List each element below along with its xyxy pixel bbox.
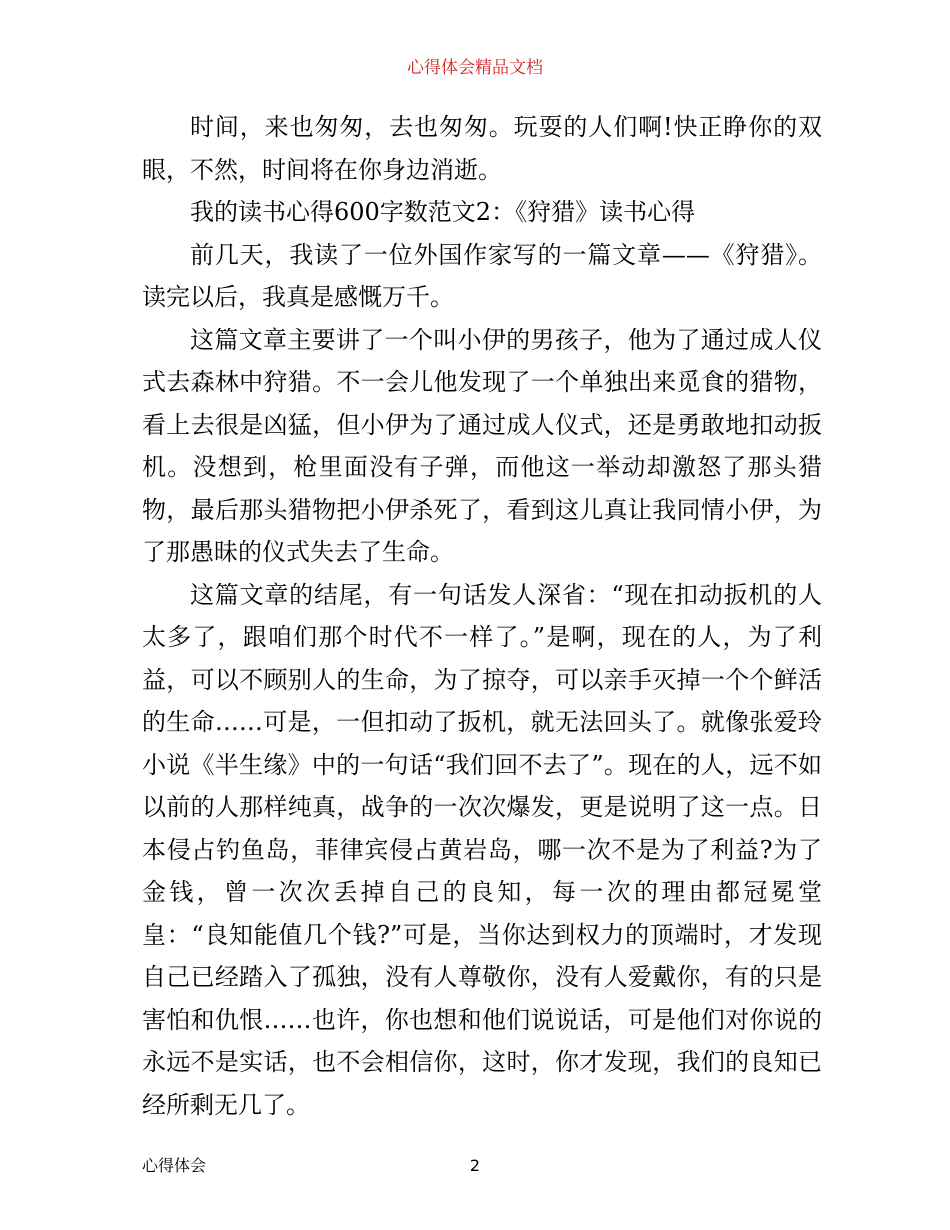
footer-label: 心得体会 [142,1156,207,1175]
paragraph-4: 这篇文章的结尾，有一句话发人深省：“现在扣动扳机的人太多了，跟咱们那个时代不一样了。”是啊，现在的人，为了利益，可以不顾别人的生命，为了掠夺，可以亲手灭掉一个个鲜活的生命……可是，一但扣动了扳机，就无法回头了。就像张爱玲小说《半生缘》中的一句话“我们回不去了”。现在的人，远不如以前的人那样纯真，战争的一次次爆发，更是说明了这一点。日本侵占钓鱼岛，菲律宾侵占黄岩岛，哪一次不是为了利益?为了金钱，曾一次次丢掉自己的良知，每一次的理由都冠冕堂皇：“良知能值几个钱?”可是，当你达到权力的顶端时，才发现自己已经踏入了孤独，没有人尊敬你，没有人爱戴你，有的只是害怕和仇恨……也许，你也想和他们说说话，可是他们对你说的永远不是实话，也不会相信你，这时，你才发现，我们的良知已经所剩无几了。 [142,580,822,1119]
paragraph-1: 时间，来也匆匆，去也匆匆。玩耍的人们啊!快正睁你的双眼，不然，时间将在你身边消逝。 [142,113,822,184]
page-number: 2 [469,1156,481,1175]
paragraph-3: 这篇文章主要讲了一个叫小伊的男孩子，他为了通过成人仪式去森林中狩猎。不一会儿他发现了一个单独出来觅食的猎物，看上去很是凶猛，但小伊为了通过成人仪式，还是勇敢地扣动扳机。没想到，枪里面没有子弹，而他这一举动却激怒了那头猎物，最后那头猎物把小伊杀死了，看到这儿真让我同情小伊，为了那愚昧的仪式失去了生命。 [142,325,822,566]
page-header-title: 心得体会精品文档 [407,58,543,78]
document-body [142,106,822,1126]
paragraph-2: 前几天，我读了一位外国作家写的一篇文章——《狩猎》。读完以后，我真是感慨万千。 [142,240,822,311]
section-heading: 我的读书心得600字数范文2：《狩猎》读书心得 [190,198,696,226]
